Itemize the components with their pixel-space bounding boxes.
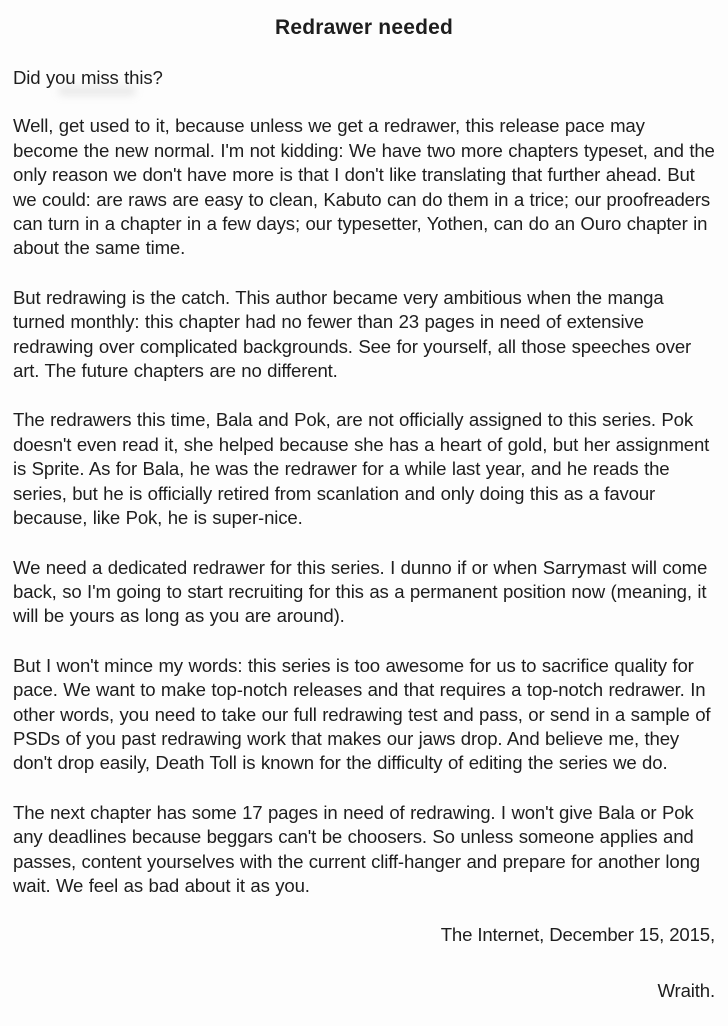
paragraph-quality-requirements: But I won't mince my words: this series is too awesome for us to sacrifice quality for pace. We want to make top-notch releases and that requires a top-notch redrawer. In other words, you need to take our full redrawing test and pass, or send in a sample of PSDs of you past redrawing work that makes our jaws drop. And believe me, they don't drop easily, Death Toll is known for the difficulty of editing the series we do. <box>13 654 711 774</box>
signature-dateline: The Internet, December 15, 2015, <box>440 924 715 946</box>
paragraph-redrawing-catch: But redrawing is the catch. This author became very ambitious when the manga turned monthly: this chapter had no fewer than 23 pages in need of extensive redrawing over complicated backgrounds. See for yourself, all those speeches over art. The future chapters are no different. <box>13 286 692 382</box>
intro-line: Did you miss this? <box>13 67 163 88</box>
paragraph-permanent-position: We need a dedicated redrawer for this series. I dunno if or when Sarrymast will come back, so I'm going to start recruiting for this as a permanent position now (meaning, it will be yours as long as you are around). <box>13 556 708 627</box>
paragraph-next-chapter: The next chapter has some 17 pages in need of redrawing. I won't give Bala or Pok any deadlines because beggars can't be choosers. So unless someone applies and passes, content yourselves with the current cliff-hanger and prepare for another long wait. We feel as bad about it as you. <box>13 801 700 896</box>
signature-author: Wraith. <box>657 979 715 1001</box>
signature-block <box>13 923 715 1003</box>
paragraph-current-redrawers: The redrawers this time, Bala and Pok, are not officially assigned to this series. Pok doesn't even read it, she helped because she has a heart of gold, but her assignment is Sprite. As for Bala, he was the redrawer for a while last year, and he reads the series, but he is officially retired from scanlation and only doing this as a favour because, like Pok, he is super-nice. <box>13 409 710 529</box>
page-title: Redrawer needed <box>274 16 454 39</box>
paragraph-release-pace: Well, get used to it, because unless we get a redrawer, this release pace may become the new normal. I'm not kidding: We have two more chapters typeset, and the only reason we don't have more is that I don't like translating that further ahead. But we could: are raws are easy to clean, Kabuto can do them in a trice; our proofreaders can turn in a chapter in a few days; our typesetter, Yothen, can do an Ouro chapter in about the same time. <box>13 115 715 259</box>
